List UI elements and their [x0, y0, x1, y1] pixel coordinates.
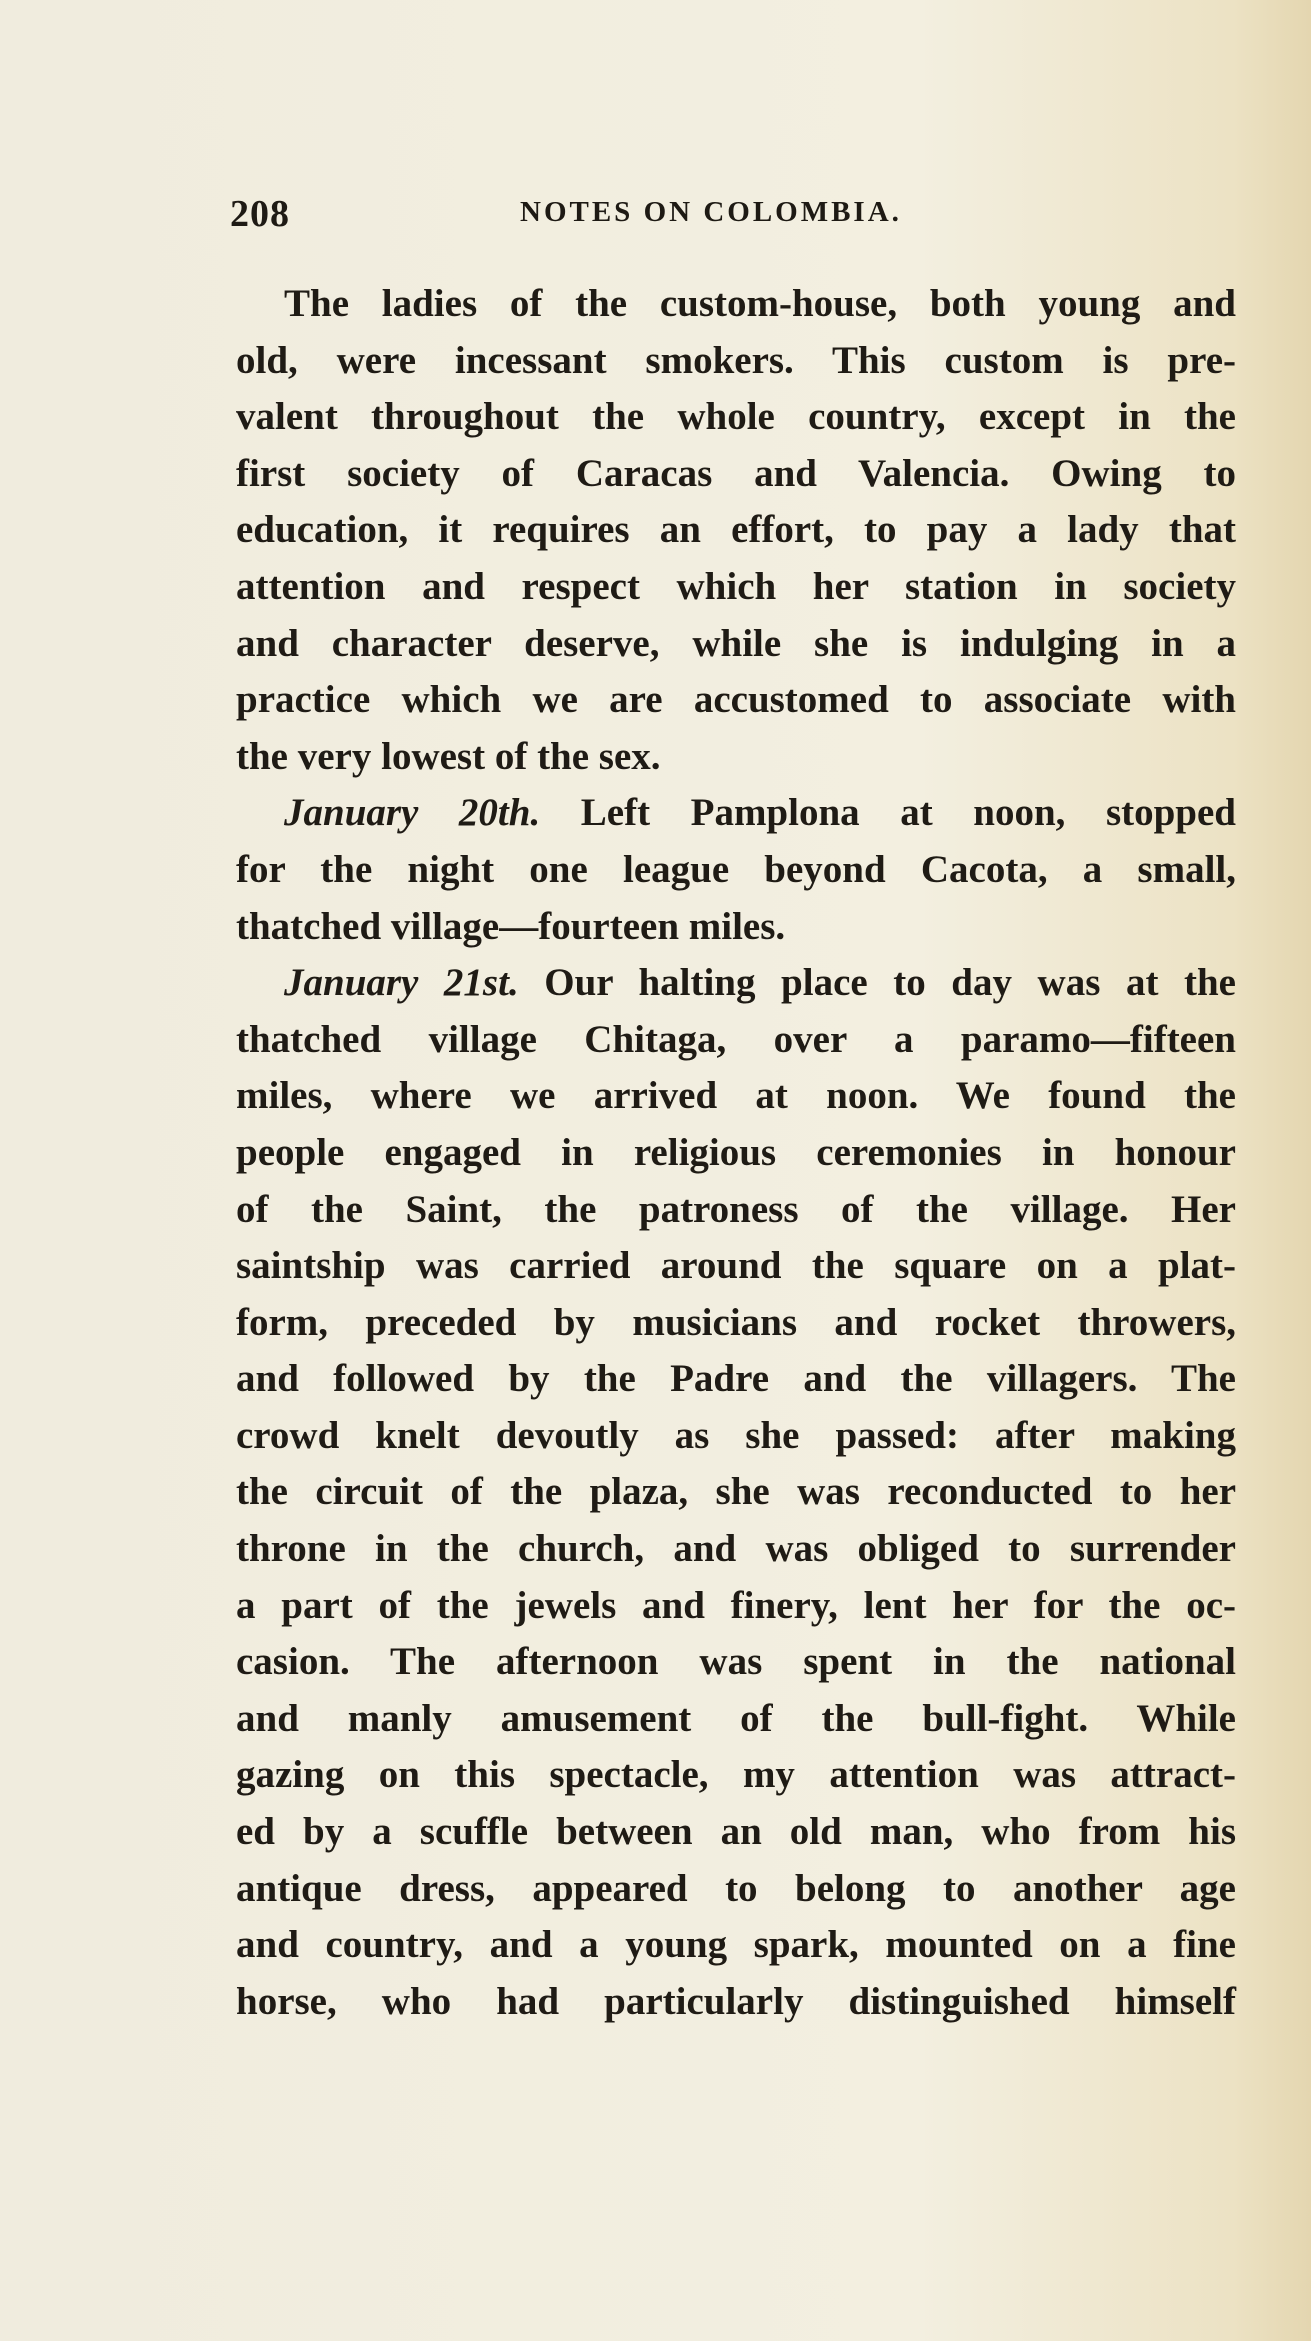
text-line: valent throughout the whole country, except in the — [236, 395, 1236, 439]
text-line: miles, where we arrived at noon. We found the — [236, 1074, 1236, 1118]
text-line: attention and respect which her station in society — [236, 564, 1236, 608]
text-line: first society of Caracas and Valencia. Owing to — [236, 451, 1236, 495]
text-line: saintship was carried around the square on a plat- — [236, 1244, 1236, 1288]
text-line: education, it requires an effort, to pay a lady that — [236, 508, 1236, 552]
text-line: and character deserve, while she is indulging in a — [236, 621, 1236, 665]
text-line: people engaged in religious ceremonies in honour — [236, 1130, 1236, 1174]
entry-text: Our halting place to day was at the — [518, 961, 1236, 1005]
text-line: antique dress, appeared to belong to another age — [236, 1866, 1236, 1910]
text-line: a part of the jewels and finery, lent her for the oc- — [236, 1583, 1236, 1627]
text-line: throne in the church, and was obliged to surrender — [236, 1527, 1236, 1571]
text-line: casion. The afternoon was spent in the national — [236, 1640, 1236, 1684]
page-header — [230, 192, 1030, 242]
text-line: and country, and a young spark, mounted on a fine — [236, 1923, 1236, 1967]
entry-date: January 21st. — [284, 961, 519, 1005]
text-line: thatched village Chitaga, over a paramo—fifteen — [236, 1017, 1236, 1061]
dated-entry-line — [236, 785, 1236, 842]
text-line: horse, who had particularly distinguished himself — [236, 1979, 1236, 2023]
running-head: NOTES ON COLOMBIA. — [520, 196, 902, 228]
text-line: thatched village—fourteen miles. — [236, 904, 786, 948]
entry-text: Left Pamplona at noon, stopped — [540, 791, 1236, 835]
text-line: the very lowest of the sex. — [236, 734, 661, 778]
text-line: form, preceded by musicians and rocket throwers, — [236, 1300, 1236, 1344]
text-line: the circuit of the plaza, she was reconducted to her — [236, 1470, 1236, 1514]
text-line: for the night one league beyond Cacota, a small, — [236, 847, 1236, 891]
text-line: ed by a scuffle between an old man, who from his — [236, 1810, 1236, 1854]
text-line: of the Saint, the patroness of the village. Her — [236, 1187, 1236, 1231]
page-number: 208 — [230, 193, 290, 235]
text-line: gazing on this spectacle, my attention was attract- — [236, 1753, 1236, 1797]
body-text — [236, 276, 1256, 2030]
text-line: old, were incessant smokers. This custom is pre- — [236, 338, 1236, 382]
text-line: and followed by the Padre and the villagers. The — [236, 1357, 1236, 1401]
dated-entry-line — [236, 955, 1236, 1012]
text-line: crowd knelt devoutly as she passed: after making — [236, 1413, 1236, 1457]
text-line: practice which we are accustomed to associate with — [236, 678, 1236, 722]
text-line: and manly amusement of the bull-fight. While — [236, 1696, 1236, 1740]
text-line: The ladies of the custom-house, both young and — [284, 282, 1236, 325]
entry-date: January 20th. — [284, 791, 541, 835]
